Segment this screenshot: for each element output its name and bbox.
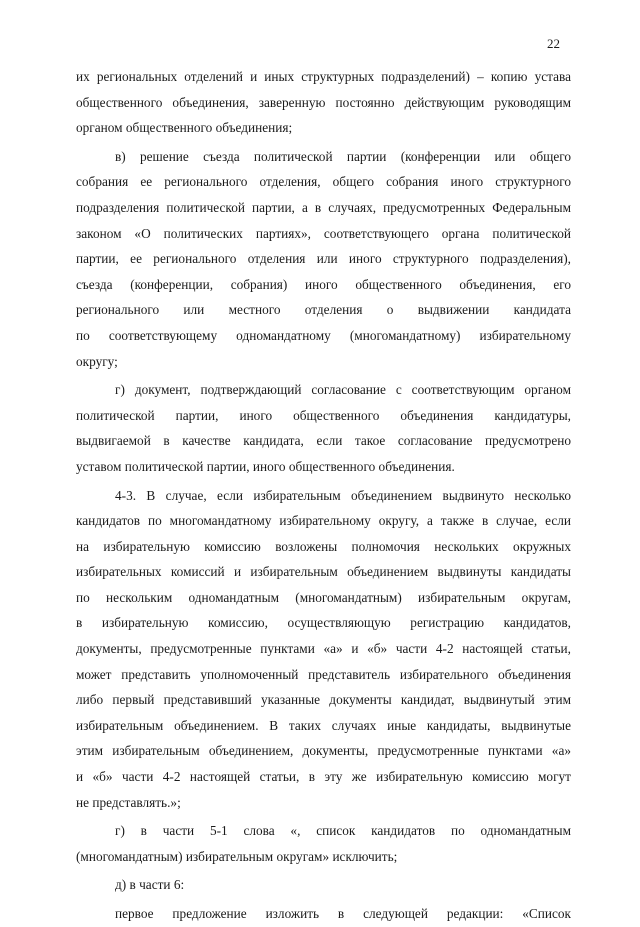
text-line: 4-3. В случае, если избирательным объединением выдвинуто несколько xyxy=(115,487,571,503)
text-line: в избирательную комиссию, осуществляющую регистрацию кандидатов, xyxy=(76,615,571,631)
text-line: политической партии, иного общественного объединения кандидатуры, xyxy=(76,407,571,423)
text-line: общественного объединения, заверенную постоянно действующим руководящим xyxy=(76,94,571,110)
text-line: избирательных комиссий и избирательным объединением выдвинуты кандидаты xyxy=(76,564,571,580)
document-body xyxy=(76,64,571,927)
paragraph-d xyxy=(76,872,571,898)
text-line: кандидатов по многомандатному избирательному округу, а также в случае, если xyxy=(76,513,571,529)
text-line: (многомандатным) избирательным округам» исключить; xyxy=(76,848,398,864)
text-line: г) в части 5-1 слова «, список кандидатов по одномандатным xyxy=(115,823,571,839)
text-line: документы, предусмотренные пунктами «а» и «б» части 4-2 настоящей статьи, xyxy=(76,641,571,657)
page-number: 22 xyxy=(547,36,560,51)
paragraph-g xyxy=(76,377,571,479)
text-line: партии, ее регионального отделения или иного структурного подразделения), xyxy=(76,251,571,267)
text-line: избирательным объединением. В таких случаях иные кандидаты, выдвинутые xyxy=(76,717,571,733)
paragraph-v xyxy=(76,144,571,374)
text-line: в) решение съезда политической партии (конференции или общего xyxy=(115,148,571,164)
text-line: г) документ, подтверждающий согласование с соответствующим органом xyxy=(115,382,571,398)
text-line: законом «О политических партиях», соответствующего органа политической xyxy=(76,225,571,241)
text-line: по нескольким одномандатным (многомандатным) избирательным округам, xyxy=(76,589,571,605)
text-line: съезда (конференции, собрания) иного общественного объединения, его xyxy=(76,276,571,292)
text-line: округу; xyxy=(76,353,118,369)
text-line: на избирательную комиссию возложены полномочия нескольких окружных xyxy=(76,538,571,554)
text-line: органом общественного объединения; xyxy=(76,120,293,136)
text-line: их региональных отделений и иных структурных подразделений) – копию устава xyxy=(76,69,571,84)
text-line: и «б» части 4-2 настоящей статьи, в эту же избирательную комиссию могут xyxy=(76,769,571,785)
text-line: подразделения политической партии, а в случаях, предусмотренных Федеральным xyxy=(76,199,571,215)
text-line: может представить уполномоченный представитель избирательного объединения xyxy=(76,666,571,682)
text-line: первое предложение изложить в следующей редакции: «Список xyxy=(115,906,571,921)
text-line: не представлять.»; xyxy=(76,794,181,810)
text-line: по соответствующему одномандатному (многомандатному) избирательному xyxy=(76,327,571,343)
text-line: собрания ее регионального отделения, общего собрания иного структурного xyxy=(76,174,571,190)
text-line: этим избирательным объединением, документы, предусмотренные пунктами «а» xyxy=(76,743,571,759)
text-line: д) в части 6: xyxy=(115,877,185,893)
text-line: выдвигаемой в качестве кандидата, если такое согласование предусмотрено xyxy=(76,433,571,449)
paragraph-4-3 xyxy=(76,483,571,816)
paragraph-b-continuation xyxy=(76,64,571,141)
text-line: уставом политической партии, иного общественного объединения. xyxy=(76,458,455,474)
paragraph-g-amendment xyxy=(76,818,571,869)
text-line: либо первый представивший указанные документы кандидат, выдвинутый этим xyxy=(76,692,571,708)
text-line: регионального или местного отделения о выдвижении кандидата xyxy=(76,302,571,318)
